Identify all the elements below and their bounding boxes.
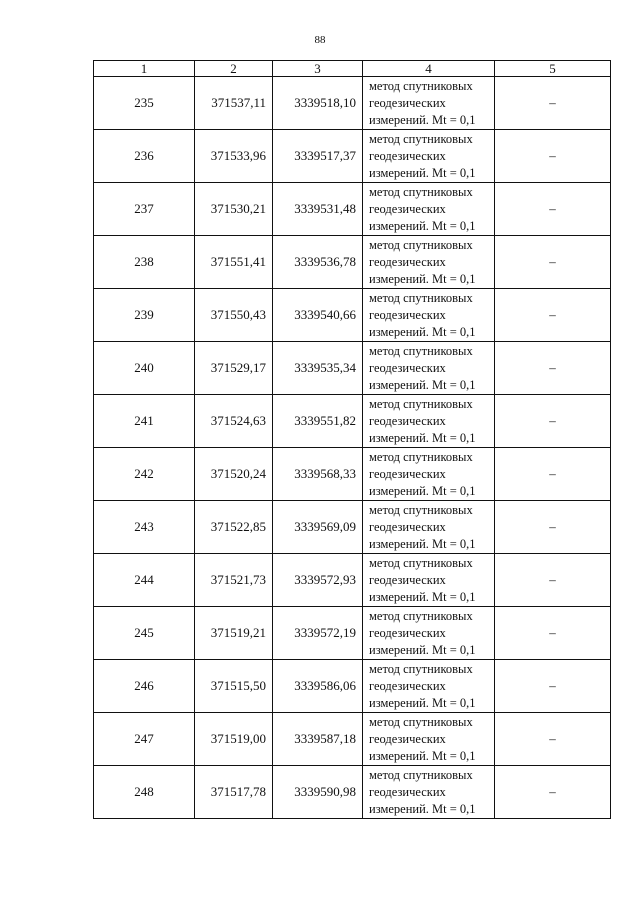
description-cell: – bbox=[495, 183, 611, 236]
description-cell: – bbox=[495, 660, 611, 713]
table-row bbox=[94, 713, 611, 766]
x-coordinate-cell: 371524,63 bbox=[195, 395, 273, 448]
table-row bbox=[94, 130, 611, 183]
header-col-3: 3 bbox=[273, 61, 363, 77]
point-number-cell: 238 bbox=[94, 236, 195, 289]
x-coordinate-cell: 371530,21 bbox=[195, 183, 273, 236]
table-row bbox=[94, 395, 611, 448]
y-coordinate-cell: 3339569,09 bbox=[273, 501, 363, 554]
x-coordinate-cell: 371529,17 bbox=[195, 342, 273, 395]
description-cell: – bbox=[495, 554, 611, 607]
point-number-cell: 242 bbox=[94, 448, 195, 501]
y-coordinate-cell: 3339587,18 bbox=[273, 713, 363, 766]
description-cell: – bbox=[495, 448, 611, 501]
description-cell: – bbox=[495, 713, 611, 766]
y-coordinate-cell: 3339517,37 bbox=[273, 130, 363, 183]
table-row bbox=[94, 448, 611, 501]
table-body bbox=[94, 77, 611, 819]
y-coordinate-cell: 3339590,98 bbox=[273, 766, 363, 819]
x-coordinate-cell: 371533,96 bbox=[195, 130, 273, 183]
point-number-cell: 247 bbox=[94, 713, 195, 766]
table-row bbox=[94, 342, 611, 395]
x-coordinate-cell: 371550,43 bbox=[195, 289, 273, 342]
header-row bbox=[94, 61, 611, 77]
method-cell: метод спутниковых геодезических измерений. Mt = 0,1 bbox=[363, 130, 495, 183]
description-cell: – bbox=[495, 395, 611, 448]
point-number-cell: 235 bbox=[94, 77, 195, 130]
description-cell: – bbox=[495, 342, 611, 395]
y-coordinate-cell: 3339535,34 bbox=[273, 342, 363, 395]
table-row bbox=[94, 607, 611, 660]
table-row bbox=[94, 501, 611, 554]
description-cell: – bbox=[495, 766, 611, 819]
x-coordinate-cell: 371520,24 bbox=[195, 448, 273, 501]
point-number-cell: 241 bbox=[94, 395, 195, 448]
header-col-2: 2 bbox=[195, 61, 273, 77]
table-row bbox=[94, 289, 611, 342]
y-coordinate-cell: 3339540,66 bbox=[273, 289, 363, 342]
x-coordinate-cell: 371519,21 bbox=[195, 607, 273, 660]
method-cell: метод спутниковых геодезических измерений. Mt = 0,1 bbox=[363, 395, 495, 448]
point-number-cell: 245 bbox=[94, 607, 195, 660]
method-cell: метод спутниковых геодезических измерений. Mt = 0,1 bbox=[363, 342, 495, 395]
y-coordinate-cell: 3339572,19 bbox=[273, 607, 363, 660]
table-row bbox=[94, 554, 611, 607]
x-coordinate-cell: 371521,73 bbox=[195, 554, 273, 607]
header-col-1: 1 bbox=[94, 61, 195, 77]
description-cell: – bbox=[495, 130, 611, 183]
point-number-cell: 248 bbox=[94, 766, 195, 819]
method-cell: метод спутниковых геодезических измерений. Mt = 0,1 bbox=[363, 448, 495, 501]
y-coordinate-cell: 3339572,93 bbox=[273, 554, 363, 607]
point-number-cell: 236 bbox=[94, 130, 195, 183]
y-coordinate-cell: 3339518,10 bbox=[273, 77, 363, 130]
x-coordinate-cell: 371551,41 bbox=[195, 236, 273, 289]
y-coordinate-cell: 3339568,33 bbox=[273, 448, 363, 501]
method-cell: метод спутниковых геодезических измерений. Mt = 0,1 bbox=[363, 607, 495, 660]
point-number-cell: 237 bbox=[94, 183, 195, 236]
table-row bbox=[94, 660, 611, 713]
header-col-4: 4 bbox=[363, 61, 495, 77]
method-cell: метод спутниковых геодезических измерений. Mt = 0,1 bbox=[363, 660, 495, 713]
coordinates-table bbox=[93, 60, 611, 819]
point-number-cell: 244 bbox=[94, 554, 195, 607]
method-cell: метод спутниковых геодезических измерений. Mt = 0,1 bbox=[363, 77, 495, 130]
y-coordinate-cell: 3339536,78 bbox=[273, 236, 363, 289]
point-number-cell: 246 bbox=[94, 660, 195, 713]
method-cell: метод спутниковых геодезических измерений. Mt = 0,1 bbox=[363, 554, 495, 607]
y-coordinate-cell: 3339531,48 bbox=[273, 183, 363, 236]
description-cell: – bbox=[495, 77, 611, 130]
table-header bbox=[94, 61, 611, 77]
description-cell: – bbox=[495, 501, 611, 554]
y-coordinate-cell: 3339586,06 bbox=[273, 660, 363, 713]
table-row bbox=[94, 77, 611, 130]
method-cell: метод спутниковых геодезических измерений. Mt = 0,1 bbox=[363, 289, 495, 342]
table-row bbox=[94, 236, 611, 289]
point-number-cell: 243 bbox=[94, 501, 195, 554]
point-number-cell: 239 bbox=[94, 289, 195, 342]
table-row bbox=[94, 766, 611, 819]
method-cell: метод спутниковых геодезических измерений. Mt = 0,1 bbox=[363, 713, 495, 766]
x-coordinate-cell: 371517,78 bbox=[195, 766, 273, 819]
page-number: 88 bbox=[314, 34, 326, 46]
x-coordinate-cell: 371519,00 bbox=[195, 713, 273, 766]
method-cell: метод спутниковых геодезических измерений. Mt = 0,1 bbox=[363, 183, 495, 236]
x-coordinate-cell: 371515,50 bbox=[195, 660, 273, 713]
description-cell: – bbox=[495, 607, 611, 660]
point-number-cell: 240 bbox=[94, 342, 195, 395]
method-cell: метод спутниковых геодезических измерений. Mt = 0,1 bbox=[363, 236, 495, 289]
method-cell: метод спутниковых геодезических измерений. Mt = 0,1 bbox=[363, 766, 495, 819]
y-coordinate-cell: 3339551,82 bbox=[273, 395, 363, 448]
method-cell: метод спутниковых геодезических измерений. Mt = 0,1 bbox=[363, 501, 495, 554]
x-coordinate-cell: 371537,11 bbox=[195, 77, 273, 130]
x-coordinate-cell: 371522,85 bbox=[195, 501, 273, 554]
table-row bbox=[94, 183, 611, 236]
description-cell: – bbox=[495, 289, 611, 342]
header-col-5: 5 bbox=[495, 61, 611, 77]
description-cell: – bbox=[495, 236, 611, 289]
